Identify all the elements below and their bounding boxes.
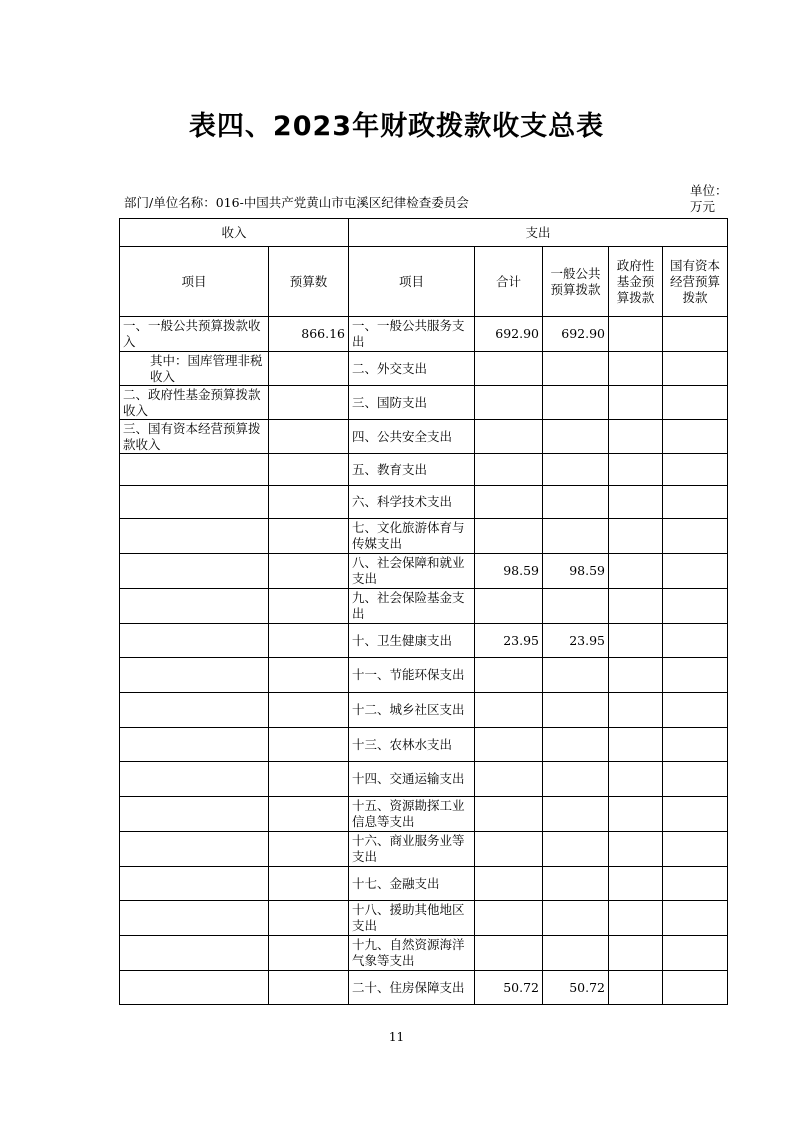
income-item-cell: [120, 624, 269, 658]
table-row: [120, 317, 728, 352]
total-cell: [475, 762, 543, 797]
general-cell: [543, 693, 609, 728]
total-cell: [475, 693, 543, 728]
table-row: [120, 589, 728, 624]
state-capital-cell: [663, 762, 728, 797]
income-item-cell: 二、政府性基金预算拨款收入: [120, 386, 269, 420]
general-cell: [543, 867, 609, 901]
table-row: [120, 420, 728, 454]
budget-cell: 866.16: [269, 317, 349, 352]
income-item-cell: [120, 589, 269, 624]
income-item-cell: [120, 832, 269, 867]
general-cell: [543, 658, 609, 693]
table-row: [120, 901, 728, 936]
expense-item-cell: 二十、住房保障支出: [349, 971, 475, 1005]
state-capital-cell: [663, 658, 728, 693]
total-cell: [475, 352, 543, 386]
general-cell: [543, 386, 609, 420]
income-item-cell: [120, 797, 269, 832]
department-name: 部门/单位名称：016-中国共产党黄山市屯溪区纪律检查委员会: [124, 195, 469, 210]
table-row: [120, 971, 728, 1005]
expense-header: 支出: [349, 219, 728, 247]
total-cell: [475, 658, 543, 693]
table-row: [120, 936, 728, 971]
budget-cell: [269, 693, 349, 728]
fund-cell: [609, 352, 663, 386]
expense-item-cell: 八、社会保障和就业支出: [349, 554, 475, 589]
expense-item-cell: 十四、交通运输支出: [349, 762, 475, 797]
budget-cell: [269, 728, 349, 762]
unit-label: 单位：万元: [690, 183, 728, 214]
fund-cell: [609, 317, 663, 352]
general-budget-header: 一般公共预算拨款: [543, 247, 609, 317]
budget-table: [119, 218, 728, 1005]
budget-cell: [269, 658, 349, 693]
fund-cell: [609, 971, 663, 1005]
budget-header: 预算数: [269, 247, 349, 317]
total-cell: 692.90: [475, 317, 543, 352]
table-row: [120, 519, 728, 554]
state-capital-cell: [663, 589, 728, 624]
total-cell: [475, 519, 543, 554]
budget-cell: [269, 867, 349, 901]
fund-cell: [609, 386, 663, 420]
state-capital-cell: [663, 693, 728, 728]
expense-item-cell: 六、科学技术支出: [349, 486, 475, 519]
state-capital-cell: [663, 420, 728, 454]
state-capital-cell: [663, 867, 728, 901]
expense-item-cell: 二、外交支出: [349, 352, 475, 386]
general-cell: [543, 762, 609, 797]
income-item-cell: [120, 901, 269, 936]
income-item-cell: [120, 454, 269, 486]
general-cell: [543, 797, 609, 832]
expense-item-cell: 十三、农林水支出: [349, 728, 475, 762]
expense-item-cell: 四、公共安全支出: [349, 420, 475, 454]
table-row: [120, 454, 728, 486]
fund-cell: [609, 554, 663, 589]
budget-cell: [269, 762, 349, 797]
fund-cell: [609, 797, 663, 832]
total-cell: [475, 901, 543, 936]
state-capital-cell: [663, 519, 728, 554]
fund-cell: [609, 901, 663, 936]
income-item-header: 项目: [120, 247, 269, 317]
general-cell: 50.72: [543, 971, 609, 1005]
budget-cell: [269, 554, 349, 589]
budget-cell: [269, 936, 349, 971]
fund-cell: [609, 762, 663, 797]
state-capital-header: 国有资本经营预算拨款: [663, 247, 728, 317]
total-cell: [475, 420, 543, 454]
table-row: [120, 867, 728, 901]
expense-item-cell: 一、一般公共服务支出: [349, 317, 475, 352]
total-header: 合计: [475, 247, 543, 317]
budget-cell: [269, 420, 349, 454]
income-item-cell: [120, 486, 269, 519]
state-capital-cell: [663, 386, 728, 420]
general-cell: [543, 519, 609, 554]
budget-cell: [269, 486, 349, 519]
fund-cell: [609, 420, 663, 454]
income-header: 收入: [120, 219, 349, 247]
income-item-cell: [120, 971, 269, 1005]
expense-item-header: 项目: [349, 247, 475, 317]
general-cell: 98.59: [543, 554, 609, 589]
table-row: [120, 486, 728, 519]
income-item-cell: [120, 762, 269, 797]
budget-cell: [269, 454, 349, 486]
fund-budget-header: 政府性基金预算拨款: [609, 247, 663, 317]
fund-cell: [609, 589, 663, 624]
general-cell: [543, 728, 609, 762]
expense-item-cell: 十七、金融支出: [349, 867, 475, 901]
budget-cell: [269, 352, 349, 386]
general-cell: [543, 486, 609, 519]
total-cell: [475, 867, 543, 901]
table-row: [120, 554, 728, 589]
income-item-cell: [120, 519, 269, 554]
general-cell: 692.90: [543, 317, 609, 352]
total-cell: [475, 486, 543, 519]
general-cell: [543, 901, 609, 936]
income-item-cell: [120, 658, 269, 693]
expense-item-cell: 十六、商业服务业等支出: [349, 832, 475, 867]
expense-item-cell: 九、社会保险基金支出: [349, 589, 475, 624]
state-capital-cell: [663, 486, 728, 519]
general-cell: [543, 589, 609, 624]
income-item-cell: [120, 867, 269, 901]
general-cell: 23.95: [543, 624, 609, 658]
budget-cell: [269, 832, 349, 867]
state-capital-cell: [663, 971, 728, 1005]
table-row: [120, 728, 728, 762]
total-cell: [475, 832, 543, 867]
income-item-cell: [120, 728, 269, 762]
fund-cell: [609, 658, 663, 693]
fund-cell: [609, 832, 663, 867]
budget-cell: [269, 797, 349, 832]
state-capital-cell: [663, 554, 728, 589]
table-row: [120, 386, 728, 420]
expense-item-cell: 十九、自然资源海洋气象等支出: [349, 936, 475, 971]
fund-cell: [609, 486, 663, 519]
table-row: [120, 762, 728, 797]
expense-item-cell: 十八、援助其他地区支出: [349, 901, 475, 936]
fund-cell: [609, 693, 663, 728]
total-cell: 98.59: [475, 554, 543, 589]
table-row: [120, 624, 728, 658]
table-row: [120, 352, 728, 386]
fund-cell: [609, 728, 663, 762]
budget-cell: [269, 519, 349, 554]
budget-cell: [269, 971, 349, 1005]
fund-cell: [609, 867, 663, 901]
table-row: [120, 693, 728, 728]
income-item-cell: [120, 554, 269, 589]
budget-cell: [269, 901, 349, 936]
total-cell: 23.95: [475, 624, 543, 658]
expense-item-cell: 七、文化旅游体育与传媒支出: [349, 519, 475, 554]
total-cell: [475, 936, 543, 971]
expense-item-cell: 十五、资源勘探工业信息等支出: [349, 797, 475, 832]
budget-cell: [269, 589, 349, 624]
income-item-cell: [120, 936, 269, 971]
state-capital-cell: [663, 936, 728, 971]
total-cell: [475, 797, 543, 832]
table-row: [120, 832, 728, 867]
expense-item-cell: 十、卫生健康支出: [349, 624, 475, 658]
income-item-cell: 三、国有资本经营预算拨款收入: [120, 420, 269, 454]
total-cell: [475, 589, 543, 624]
fund-cell: [609, 454, 663, 486]
expense-item-cell: 三、国防支出: [349, 386, 475, 420]
income-item-cell: [120, 693, 269, 728]
expense-item-cell: 十二、城乡社区支出: [349, 693, 475, 728]
table-row: [120, 658, 728, 693]
state-capital-cell: [663, 352, 728, 386]
general-cell: [543, 352, 609, 386]
state-capital-cell: [663, 728, 728, 762]
state-capital-cell: [663, 454, 728, 486]
income-item-cell: 一、一般公共预算拨款收入: [120, 317, 269, 352]
state-capital-cell: [663, 901, 728, 936]
state-capital-cell: [663, 317, 728, 352]
fund-cell: [609, 936, 663, 971]
page-title: 表四、2023年财政拨款收支总表: [188, 111, 605, 142]
table-body: [120, 317, 728, 1005]
expense-item-cell: 五、教育支出: [349, 454, 475, 486]
state-capital-cell: [663, 624, 728, 658]
total-cell: 50.72: [475, 971, 543, 1005]
general-cell: [543, 420, 609, 454]
expense-item-cell: 十一、节能环保支出: [349, 658, 475, 693]
state-capital-cell: [663, 832, 728, 867]
budget-cell: [269, 624, 349, 658]
general-cell: [543, 832, 609, 867]
total-cell: [475, 386, 543, 420]
total-cell: [475, 454, 543, 486]
total-cell: [475, 728, 543, 762]
state-capital-cell: [663, 797, 728, 832]
table-row: [120, 797, 728, 832]
fund-cell: [609, 519, 663, 554]
general-cell: [543, 936, 609, 971]
fund-cell: [609, 624, 663, 658]
page-number: 11: [388, 1030, 405, 1044]
general-cell: [543, 454, 609, 486]
budget-cell: [269, 386, 349, 420]
income-item-cell: 其中：国库管理非税收入: [120, 352, 269, 386]
